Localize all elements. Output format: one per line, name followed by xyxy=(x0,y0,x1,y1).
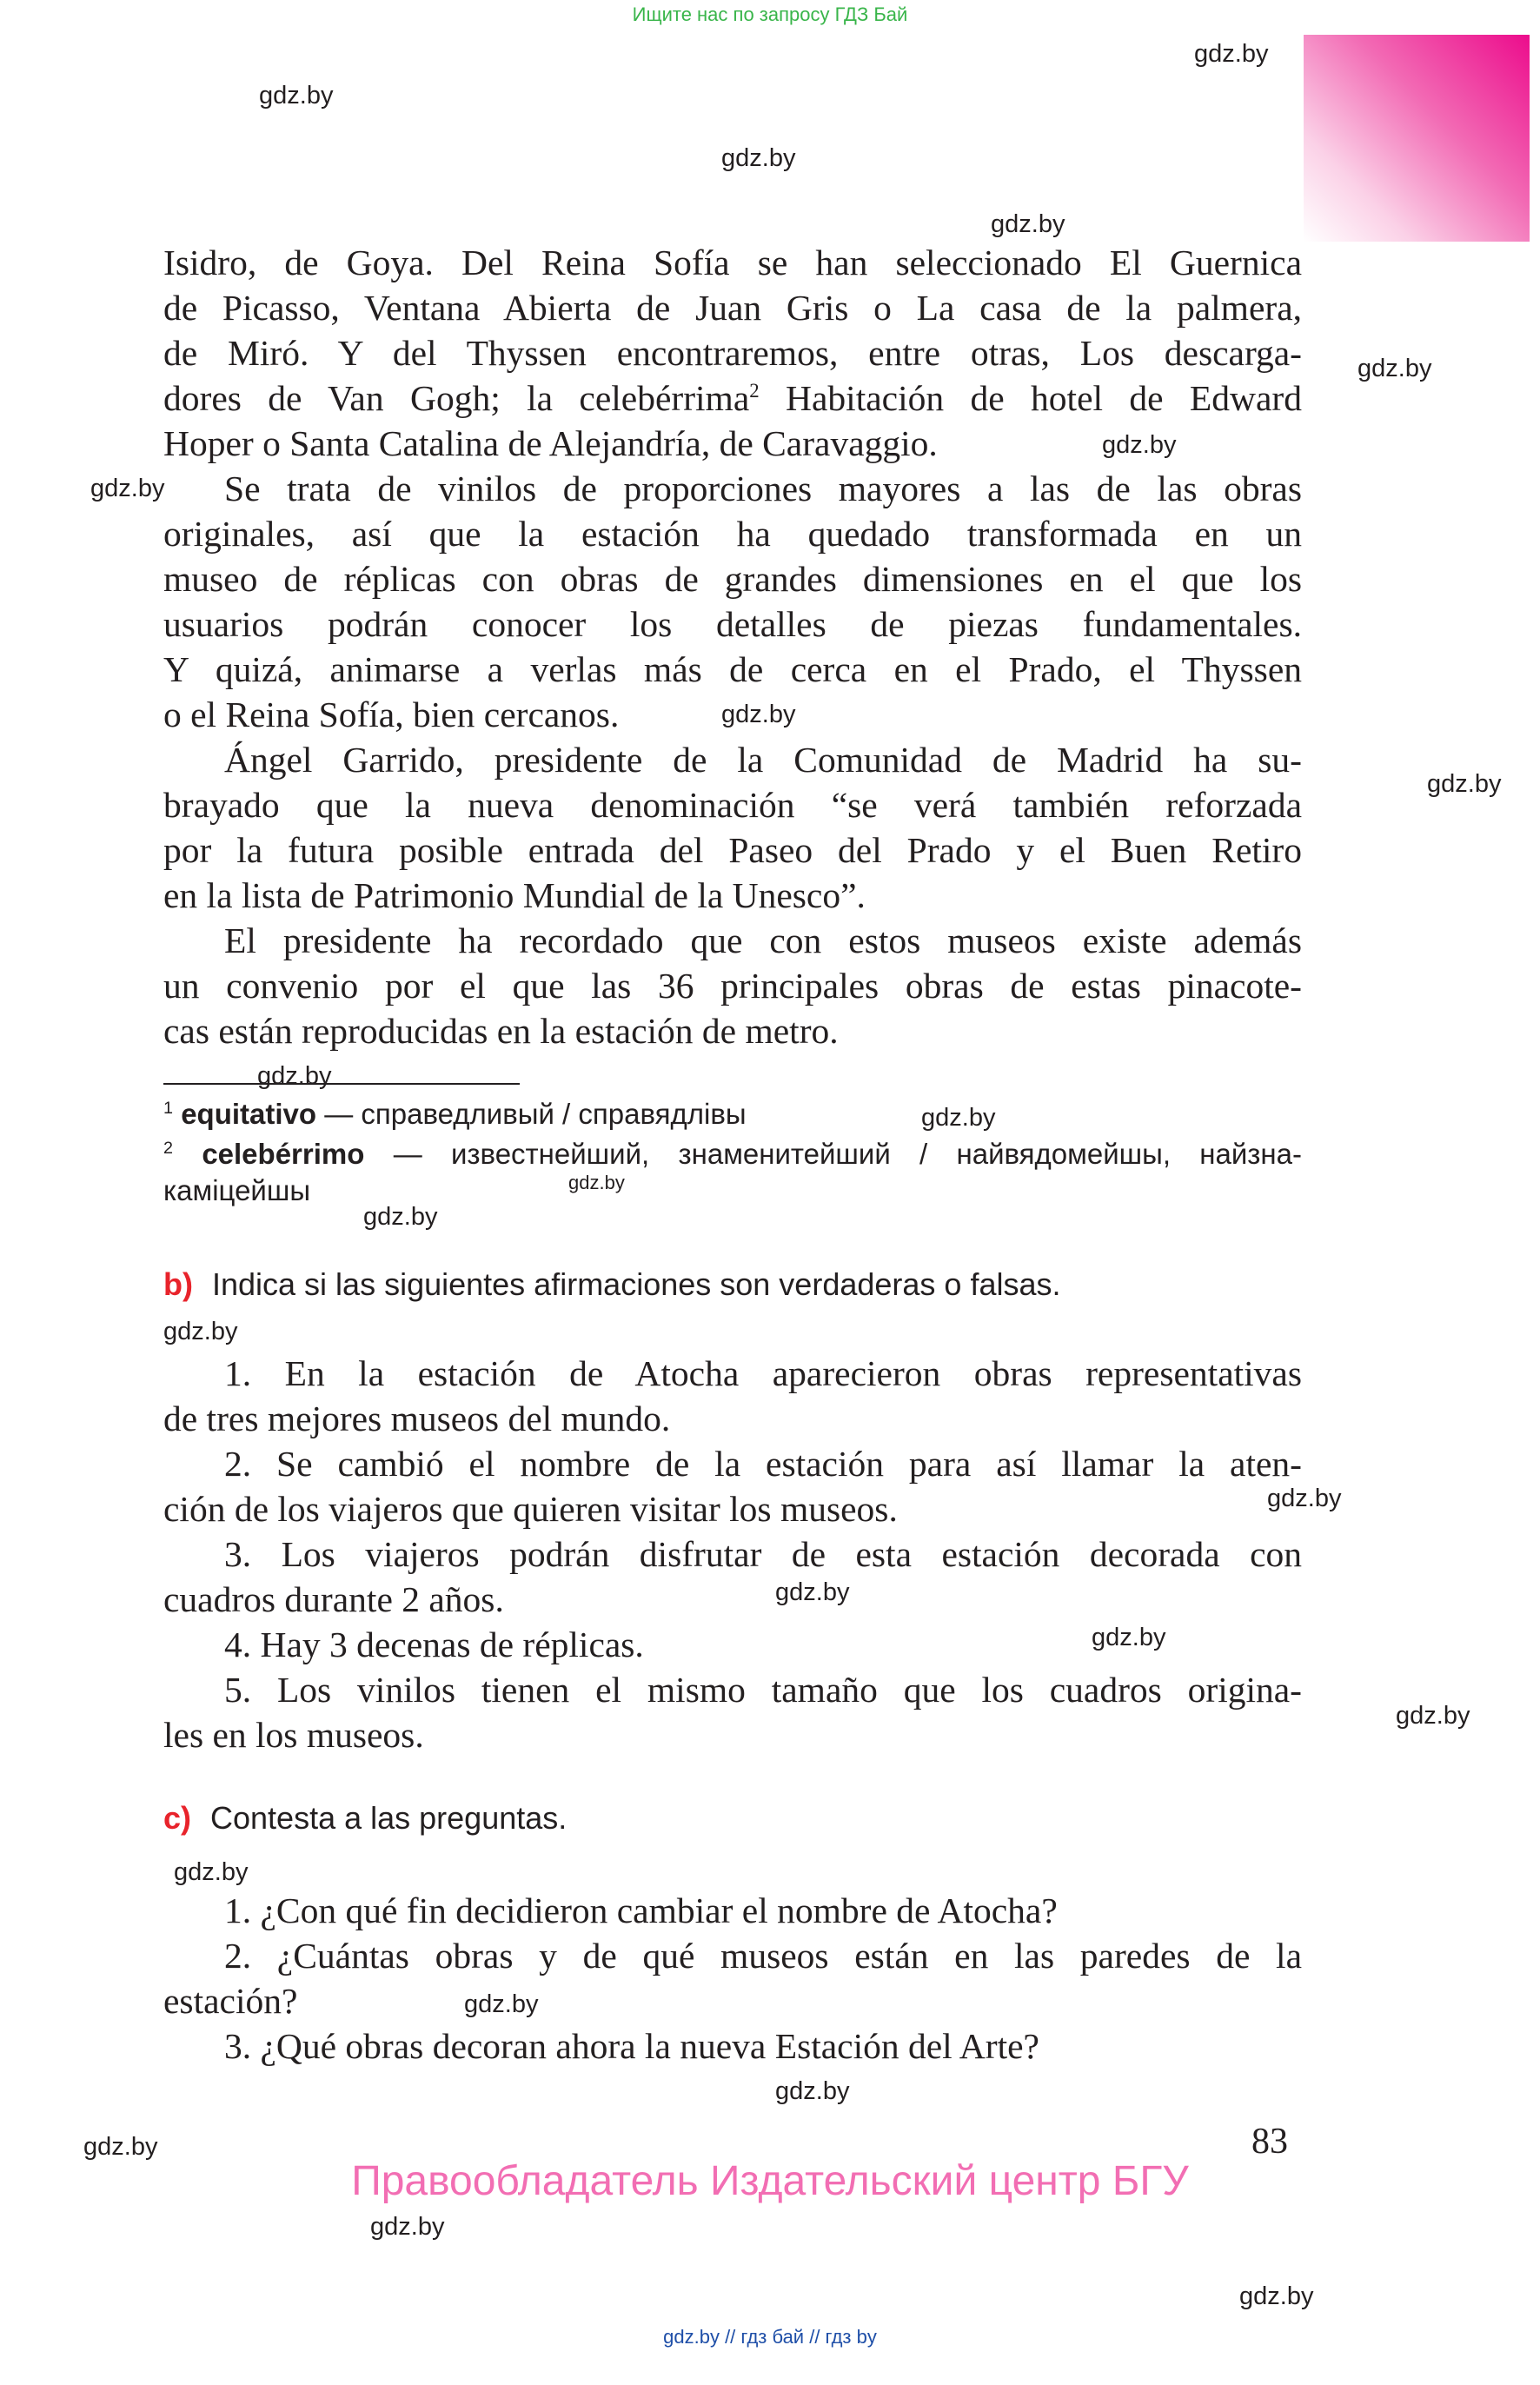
statement-3-cont: cuadros durante 2 años. xyxy=(163,1579,504,1619)
question-1: 1. ¿Con qué fin decidieron cambiar el nombre de Atocha? xyxy=(224,1890,1058,1930)
statement-5-cont: les en los museos. xyxy=(163,1715,424,1755)
body-text-line: de Miró. Y del Thyssen encontraremos, entre otras, Los descarga- xyxy=(163,333,1302,373)
watermark: gdz.by xyxy=(1267,1485,1342,1512)
footnote-2 xyxy=(163,1137,1302,1172)
watermark: gdz.by xyxy=(257,1062,332,1090)
watermark: gdz.by xyxy=(775,1578,850,1606)
footnote-2-continuation: каміцейшы xyxy=(163,1174,311,1206)
body-text-line: originales, así que la estación ha quedado transformada en un xyxy=(163,514,1302,554)
watermark: gdz.by xyxy=(775,2077,850,2105)
footnote-divider xyxy=(163,1083,520,1085)
watermark: gdz.by xyxy=(1102,431,1177,459)
body-text-line: de Picasso, Ventana Abierta de Juan Gris o La casa de la palmera, xyxy=(163,288,1302,328)
page-number: 83 xyxy=(1251,2122,1288,2162)
footnote-ref-2: 2 xyxy=(749,380,760,402)
watermark: gdz.by xyxy=(568,1172,625,1193)
watermark: gdz.by xyxy=(259,82,334,110)
watermark: gdz.by xyxy=(991,210,1065,238)
statement-4: 4. Hay 3 decenas de réplicas. xyxy=(224,1624,644,1664)
watermark: gdz.by xyxy=(1092,1624,1166,1651)
watermark: gdz.by xyxy=(1357,355,1432,382)
watermark: gdz.by xyxy=(370,2213,445,2241)
watermark: gdz.by xyxy=(721,701,796,728)
bottom-links[interactable]: gdz.by // гдз бай // гдз by xyxy=(663,2326,877,2348)
footnote-definition: — известнейший, знаменитейший / найвядомейшы, найзна- xyxy=(364,1138,1302,1170)
copyright-notice: Правообладатель Издательский центр БГУ xyxy=(351,2158,1189,2204)
body-text-line: usuarios podrán conocer los detalles de piezas fundamentales. xyxy=(163,604,1302,644)
task-letter: c) xyxy=(163,1800,192,1836)
watermark: gdz.by xyxy=(921,1104,996,1132)
body-text-line: Isidro, de Goya. Del Reina Sofía se han seleccionado El Guernica xyxy=(163,242,1302,282)
question-3: 3. ¿Qué obras decoran ahora la nueva Estación del Arte? xyxy=(224,2026,1039,2066)
task-c-heading xyxy=(163,1799,567,1837)
pink-corner-decoration xyxy=(1304,35,1530,242)
watermark: gdz.by xyxy=(1396,1702,1470,1730)
body-text-line: o el Reina Sofía, bien cercanos. xyxy=(163,694,620,734)
body-text-line: cas están reproducidas en la estación de metro. xyxy=(163,1011,839,1051)
body-text-fragment: Habitación de hotel de Edward xyxy=(759,378,1302,418)
watermark: gdz.by xyxy=(721,144,796,172)
body-text-line: Se trata de vinilos de proporciones mayores a las de las obras xyxy=(224,468,1302,508)
statement-1: 1. En la estación de Atocha aparecieron obras representativas xyxy=(224,1353,1302,1393)
watermark: gdz.by xyxy=(90,475,165,502)
body-text-fragment: dores de Van Gogh; la celebérrima xyxy=(163,378,750,418)
task-instruction: Indica si las siguientes afirmaciones son verdaderas o falsas. xyxy=(211,1266,1061,1302)
watermark: gdz.by xyxy=(163,1318,238,1345)
body-text-line: por la futura posible entrada del Paseo del Prado y el Buen Retiro xyxy=(163,830,1302,870)
watermark: gdz.by xyxy=(464,1990,539,2018)
statement-2: 2. Se cambió el nombre de la estación para así llamar la aten- xyxy=(224,1444,1302,1484)
watermark: gdz.by xyxy=(1194,40,1269,68)
footnote-definition: — справедливый / справядлівы xyxy=(316,1098,747,1130)
body-text-line: en la lista de Patrimonio Mundial de la Unesco”. xyxy=(163,875,866,915)
body-text-line xyxy=(163,375,1302,421)
body-text-line: Y quizá, animarse a verlas más de cerca en el Prado, el Thyssen xyxy=(163,649,1302,689)
footnote-1 xyxy=(163,1097,747,1132)
watermark: gdz.by xyxy=(1239,2282,1314,2310)
watermark: gdz.by xyxy=(83,2133,158,2161)
task-instruction: Contesta a las preguntas. xyxy=(210,1800,568,1836)
task-letter: b) xyxy=(163,1266,193,1302)
watermark: gdz.by xyxy=(174,1858,249,1886)
body-text-line: El presidente ha recordado que con estos museos existe además xyxy=(224,920,1302,960)
footnote-number: 1 xyxy=(163,1099,174,1118)
statement-3: 3. Los viajeros podrán disfrutar de esta estación decorada con xyxy=(224,1534,1302,1574)
statement-1-cont: de tres mejores museos del mundo. xyxy=(163,1398,671,1438)
footnote-term: celebérrimo xyxy=(202,1138,365,1170)
task-b-heading xyxy=(163,1266,1060,1304)
body-text-line: Ángel Garrido, presidente de la Comunidad de Madrid ha su- xyxy=(224,740,1302,780)
question-2: 2. ¿Cuántas obras y de qué museos están en las paredes de la xyxy=(224,1936,1302,1976)
footnote-term: equitativo xyxy=(181,1098,317,1130)
watermark: gdz.by xyxy=(1427,770,1502,798)
watermark: gdz.by xyxy=(363,1203,438,1231)
body-text-line: brayado que la nueva denominación “se verá también reforzada xyxy=(163,785,1302,825)
body-text-line: Hoper o Santa Catalina de Alejandría, de Caravaggio. xyxy=(163,423,938,463)
top-banner[interactable]: Ищите нас по запросу ГДЗ Бай xyxy=(632,3,908,25)
body-text-line: museo de réplicas con obras de grandes dimensiones en el que los xyxy=(163,559,1302,599)
question-2-cont: estación? xyxy=(163,1981,298,2021)
statement-2-cont: ción de los viajeros que quieren visitar los museos. xyxy=(163,1489,898,1529)
footnote-number: 2 xyxy=(163,1139,174,1158)
body-text-line: un convenio por el que las 36 principales obras de estas pinacote- xyxy=(163,966,1302,1006)
statement-5: 5. Los vinilos tienen el mismo tamaño que los cuadros origina- xyxy=(224,1670,1302,1710)
